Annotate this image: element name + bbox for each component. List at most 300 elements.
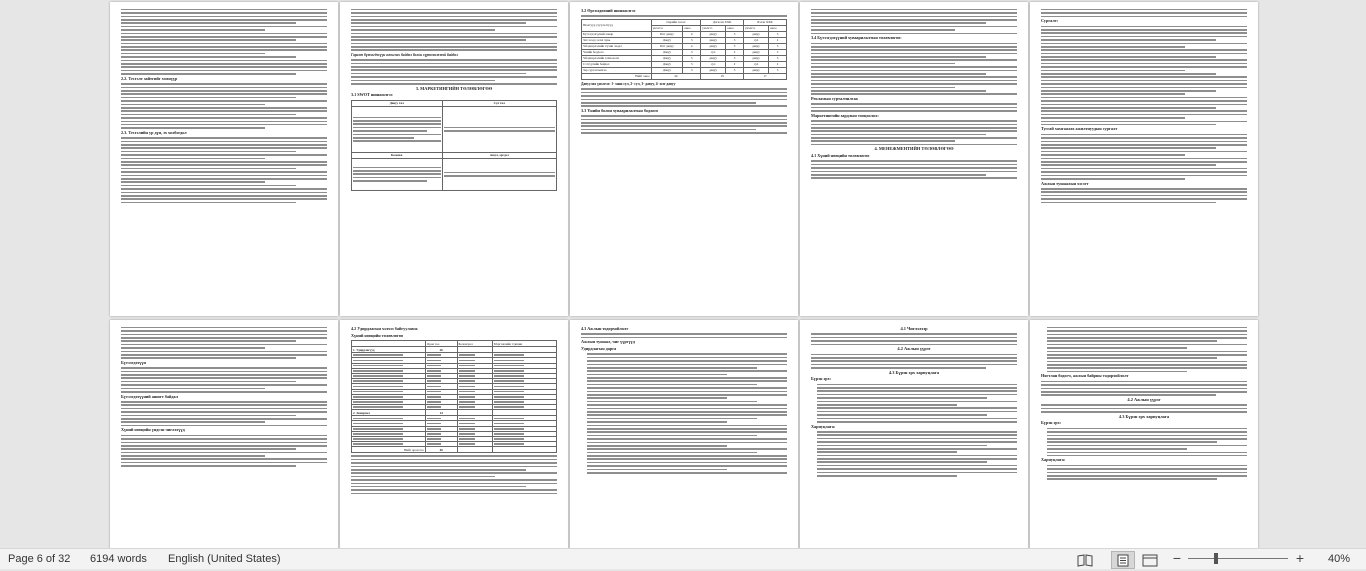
swot-opportunities-header: Боломж (352, 152, 443, 158)
document-page-8[interactable] (570, 320, 798, 548)
zoom-slider-track[interactable] (1188, 558, 1288, 559)
table-header-cell: Өөрийн төсөл (651, 19, 700, 25)
text-line (1047, 351, 1247, 353)
text-line (817, 404, 957, 406)
text-line (1041, 56, 1216, 58)
text-line (351, 469, 526, 471)
text-line (1041, 161, 1247, 163)
text-line (587, 380, 787, 382)
document-page-3[interactable] (570, 2, 798, 316)
text-line (121, 107, 327, 109)
text-line (811, 337, 1017, 339)
text-line (587, 377, 787, 379)
text-line (811, 364, 1017, 366)
section-heading: Бүтээгдэхүүн (121, 359, 146, 365)
text-line (1047, 448, 1187, 450)
text-line (121, 188, 327, 190)
text-line (1047, 435, 1247, 437)
text-line (1047, 438, 1247, 440)
text-line (121, 70, 327, 72)
text-line (121, 9, 327, 11)
text-line (811, 73, 986, 75)
section-heading: 4.3 Бүрэн эрх хариуцлага (888, 369, 940, 375)
text-line (121, 97, 296, 99)
text-line (1041, 404, 1247, 406)
text-line (817, 407, 1017, 409)
page-body (811, 7, 1017, 312)
text-line (811, 164, 1017, 166)
text-line (1041, 29, 1247, 31)
text-line (444, 130, 555, 132)
text-line (811, 53, 1017, 55)
text-line (351, 73, 526, 75)
text-line (581, 92, 787, 94)
text-line (1041, 411, 1247, 413)
web-icon (1139, 552, 1161, 568)
text-line (1041, 388, 1247, 390)
text-line (121, 367, 327, 369)
group-count: 14 (425, 410, 457, 416)
text-line (351, 459, 557, 461)
text-line (353, 180, 427, 182)
text-line (351, 29, 495, 31)
text-line (1041, 168, 1247, 170)
text-line (811, 46, 1017, 48)
language-indicator[interactable]: English (United States) (168, 553, 281, 565)
section-heading: Бүрэн эрх: (811, 376, 832, 382)
text-line (121, 357, 296, 359)
text-line (581, 105, 787, 107)
table-header-cell: Орон тоо (425, 341, 457, 347)
section-heading: 4.3 Бүрэн эрх хариуцлага (1118, 413, 1170, 419)
table-cell: 3 (726, 43, 744, 49)
text-line (811, 344, 1017, 346)
read-mode-button[interactable] (1073, 551, 1097, 569)
text-line (351, 16, 557, 18)
text-line (587, 357, 787, 359)
text-line (811, 19, 1017, 21)
text-line (444, 175, 555, 177)
swot-weaknesses-header: Сул тал (442, 100, 556, 106)
text-line (351, 462, 557, 464)
text-line (1041, 39, 1216, 41)
table-cell: давуу (701, 55, 726, 61)
text-line (351, 9, 557, 11)
text-line (351, 472, 557, 474)
text-line (587, 408, 787, 410)
text-line (811, 127, 1017, 129)
section-heading: 4.1 Хүний нөөцийн төлөвлөгөө (811, 153, 870, 159)
table-cell: давуу (701, 31, 726, 37)
text-line (1041, 198, 1247, 200)
zoom-level[interactable]: 40% (1328, 553, 1351, 565)
text-line (1047, 431, 1247, 433)
zoom-slider-thumb[interactable] (1214, 553, 1218, 564)
table-cell: Давуу (651, 67, 683, 73)
text-line (817, 418, 1017, 420)
text-line (811, 56, 986, 58)
text-line (121, 425, 327, 427)
text-line (581, 129, 756, 131)
text-line (121, 147, 327, 149)
text-line (121, 371, 327, 373)
text-line (351, 483, 557, 485)
document-page-7[interactable] (340, 320, 568, 548)
text-line (1047, 441, 1217, 443)
text-line (1047, 472, 1247, 474)
text-line (811, 66, 1017, 68)
table-cell: 3 (769, 31, 787, 37)
print-layout-button[interactable] (1111, 551, 1135, 569)
page-body (811, 325, 1017, 548)
table-cell: 2 (769, 61, 787, 67)
table-cell: Давуу (651, 55, 683, 61)
text-line (587, 445, 727, 447)
text-line (1047, 468, 1247, 470)
table-total-value: 24 (651, 73, 700, 79)
text-line (811, 124, 1017, 126)
table-total-label: Нийт оноо (582, 73, 652, 79)
text-line (351, 22, 526, 24)
text-line (121, 66, 327, 68)
page-body (351, 325, 557, 548)
table-subheader: үнэлгээ (651, 25, 683, 31)
text-line (121, 124, 327, 126)
text-line (121, 391, 327, 393)
text-line (1041, 137, 1247, 139)
text-line (351, 63, 557, 65)
text-line (587, 414, 787, 416)
table-cell: 3 (683, 37, 701, 43)
text-line (1047, 344, 1247, 346)
text-line (581, 115, 787, 117)
text-line (1047, 455, 1247, 457)
text-line (1047, 452, 1247, 454)
text-line (351, 59, 557, 61)
section-heading: Хариуцлага: (811, 423, 836, 429)
section-heading: 4.2 Ажлын үүрэг (1127, 397, 1161, 403)
section-heading: Ажлын тушаал, чиг үүргүүд (581, 339, 635, 345)
section-heading: 3.1 SWOT шинжилгээ (351, 92, 393, 98)
group-count: 26 (425, 347, 457, 353)
text-line (1041, 121, 1247, 123)
text-line (353, 167, 441, 169)
text-line (1041, 110, 1247, 112)
text-line (587, 435, 757, 437)
page-indicator[interactable]: Page 6 of 32 (8, 553, 71, 565)
text-line (121, 114, 296, 116)
text-line (1041, 134, 1247, 136)
document-page-10[interactable] (1030, 320, 1258, 548)
text-line (351, 479, 557, 481)
table-header-cell: Мэргэжлийн түвшин (492, 341, 556, 347)
text-line (811, 93, 1017, 95)
swot-table (351, 100, 557, 191)
text-line (121, 73, 296, 75)
text-line (811, 12, 1017, 14)
text-line (121, 445, 327, 447)
text-line (121, 381, 296, 383)
text-line (1041, 188, 1247, 190)
page-body (1041, 7, 1247, 312)
text-line (1041, 80, 1247, 82)
text-line (1041, 141, 1247, 143)
text-line (811, 130, 1017, 132)
table-total-label: Нийт орон тоо (352, 447, 426, 453)
text-line (121, 22, 296, 24)
text-line (121, 408, 327, 410)
text-line (351, 69, 557, 71)
document-page-5[interactable] (1030, 2, 1258, 316)
table-cell: Давуу (651, 49, 683, 55)
text-line (121, 404, 327, 406)
text-line (581, 122, 787, 124)
text-line (811, 26, 1017, 28)
text-line (1041, 87, 1247, 89)
text-line (587, 465, 787, 467)
text-line (1041, 154, 1185, 156)
table-header-cell: Боловсрол (457, 341, 492, 347)
text-line (587, 421, 727, 423)
text-line (351, 49, 557, 51)
text-line (121, 347, 265, 349)
text-line (121, 12, 327, 14)
text-line (587, 431, 787, 433)
text-line (1041, 158, 1247, 160)
text-line (121, 354, 327, 356)
text-line (121, 401, 327, 403)
document-page-4[interactable] (800, 2, 1028, 316)
text-line (121, 43, 327, 45)
table-cell: 3 (726, 37, 744, 43)
section-heading: 4.2 Ажлын үүрэг (897, 346, 931, 352)
text-line (811, 137, 1017, 139)
text-line (811, 354, 1017, 356)
text-line (587, 438, 787, 440)
text-line (1041, 104, 1247, 106)
text-line (1041, 144, 1247, 146)
table-subheader: оноо (769, 25, 787, 31)
document-page-6[interactable] (110, 320, 338, 548)
text-line (1041, 26, 1247, 28)
table-cell: Давуу (651, 37, 683, 43)
staff-table (351, 340, 557, 453)
table-cell: давуу (744, 55, 769, 61)
text-line (1041, 171, 1247, 173)
text-line (1047, 327, 1247, 329)
text-line (121, 144, 327, 146)
text-line (121, 421, 265, 423)
table-cell: давуу (744, 43, 769, 49)
text-line (817, 411, 1017, 413)
text-line (1041, 202, 1216, 204)
table-total-value: 19 (701, 73, 744, 79)
text-line (353, 177, 441, 179)
text-line (351, 489, 557, 491)
table-cell: давуу (701, 67, 726, 73)
swot-strengths-header: Давуу тал (352, 100, 443, 106)
text-line (811, 59, 1017, 61)
text-line (121, 168, 296, 170)
text-line (1041, 100, 1247, 102)
text-line (351, 493, 557, 495)
text-line (121, 175, 327, 177)
text-line (817, 465, 1017, 467)
table-cell: давуу (701, 37, 726, 43)
text-line (811, 76, 1017, 78)
text-line (1041, 178, 1185, 180)
text-line (587, 411, 787, 413)
text-line (817, 421, 1017, 423)
text-line (121, 337, 327, 339)
table-cell: 2 (726, 61, 744, 67)
zoom-in-button[interactable]: + (1295, 550, 1305, 566)
swot-strengths-cell (352, 106, 443, 152)
text-line (121, 435, 327, 437)
table-cell: сул (701, 61, 726, 67)
text-line (121, 117, 327, 119)
text-line (581, 119, 787, 121)
text-line (121, 161, 327, 163)
document-page-1[interactable] (110, 2, 338, 316)
text-line (1041, 32, 1247, 34)
text-line (1041, 53, 1247, 55)
text-line (811, 367, 986, 369)
text-line (811, 174, 986, 176)
section-heading: Сургалт: (1041, 18, 1059, 24)
text-line (353, 120, 441, 122)
swot-weaknesses-cell (442, 106, 556, 152)
text-line (121, 16, 327, 18)
text-line (581, 125, 787, 127)
table-cell: 2 (726, 49, 744, 55)
table-cell: 2 (769, 37, 787, 43)
swot-opportunities-cell (352, 158, 443, 190)
page-body (581, 7, 787, 312)
text-line (581, 99, 787, 101)
text-line (811, 33, 1017, 35)
document-page-9[interactable] (800, 320, 1028, 548)
book-icon (1074, 552, 1096, 568)
table-cell: 4 (683, 31, 701, 37)
text-line (811, 103, 1017, 105)
zoom-out-button[interactable]: − (1172, 550, 1182, 566)
section-heading: 2.2. Тесгэлт зайтгийг хэмнүүр (121, 75, 178, 81)
table-cell: Илт давуу (651, 43, 683, 49)
text-line (811, 107, 1017, 109)
text-line (121, 377, 327, 379)
text-line (351, 43, 557, 45)
text-line (1047, 330, 1247, 332)
text-line (444, 172, 555, 174)
text-line (1047, 334, 1247, 336)
text-line (1047, 475, 1247, 477)
text-line (1041, 76, 1247, 78)
table-cell: сул (744, 37, 769, 43)
text-line (811, 80, 1017, 82)
text-line (1041, 124, 1216, 126)
text-line (121, 110, 327, 112)
text-line (587, 472, 787, 474)
table-cell: давуу (701, 43, 726, 49)
text-line (1041, 36, 1247, 38)
text-line (121, 448, 296, 450)
text-line (121, 438, 327, 440)
table-cell: 4 (683, 43, 701, 49)
text-line (581, 132, 787, 134)
text-line (1041, 164, 1216, 166)
text-line (121, 455, 265, 457)
text-line (121, 452, 327, 454)
text-line (121, 141, 327, 143)
text-line (817, 445, 987, 447)
table-header-cell: Бэлэн ХХК (744, 19, 787, 25)
word-count[interactable]: 6194 words (90, 553, 147, 565)
text-line (121, 202, 296, 204)
text-line (121, 462, 327, 464)
text-line (1041, 147, 1216, 149)
text-line (581, 15, 787, 17)
document-page-2[interactable] (340, 2, 568, 316)
text-line (1041, 49, 1247, 51)
text-line (1047, 357, 1217, 359)
table-subheader: оноо (683, 25, 701, 31)
section-heading: 2.3. Тесгэлийн ур дүн, эх холбогдол (121, 129, 187, 135)
text-line (351, 12, 557, 14)
text-line (1041, 12, 1247, 14)
text-line (351, 476, 495, 478)
text-line (121, 178, 327, 180)
section-heading: Хариуцлага: (1041, 457, 1066, 463)
text-line (817, 458, 1017, 460)
text-line (817, 448, 1017, 450)
text-line (587, 452, 757, 454)
text-line (1041, 90, 1216, 92)
text-line (1041, 97, 1247, 99)
text-line (587, 367, 757, 369)
text-line (817, 451, 957, 453)
text-line (1041, 46, 1185, 48)
text-line (811, 120, 1017, 122)
text-line (811, 90, 986, 92)
text-line (121, 100, 327, 102)
text-line (587, 394, 787, 396)
text-line (1047, 347, 1187, 349)
text-line (351, 80, 495, 82)
text-line (581, 95, 787, 97)
page-body (581, 325, 787, 548)
text-line (353, 117, 441, 119)
text-line (587, 404, 787, 406)
table-legend: Давуулах үнэлгээ: 1- маш сул, 2- сул, 3- давуу, 4- илт давуу (581, 81, 676, 86)
text-line (353, 127, 441, 129)
text-line (587, 448, 787, 450)
text-line (817, 475, 957, 477)
text-line (121, 185, 296, 187)
text-line (351, 486, 526, 488)
text-line (121, 344, 327, 346)
web-layout-button[interactable] (1138, 551, 1162, 569)
text-line (121, 415, 296, 417)
text-line (121, 93, 327, 95)
text-line (121, 181, 265, 183)
text-line (1041, 63, 1247, 65)
text-line (351, 83, 557, 85)
section-heading: 3. МАРКЕТИНГИЙН ТӨЛӨВЛӨГӨӨ (415, 85, 493, 91)
table-cell: Давуу (651, 61, 683, 67)
text-line (1041, 59, 1247, 61)
table-header-cell: Шалгуур үзүүлэлтүүд (582, 19, 652, 31)
